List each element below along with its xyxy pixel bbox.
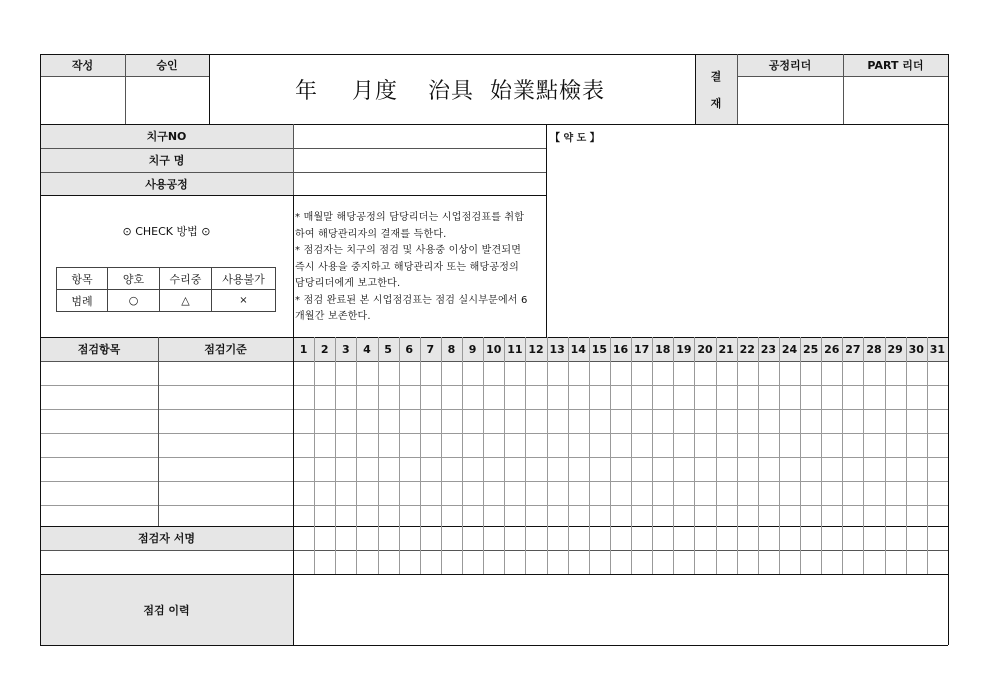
grid-line [843,54,844,124]
grid-line [885,337,886,574]
grid-line [568,337,569,574]
grid-line [589,337,590,574]
inspection-criteria-header: 점검기준 [158,337,293,361]
day-header-29: 29 [885,337,906,361]
grid-line [40,526,948,527]
written-header: 작성 [40,54,125,76]
grid-line [673,337,674,574]
day-header-24: 24 [779,337,800,361]
grid-line [652,337,653,574]
day-header-7: 7 [420,337,441,361]
grid-line [40,361,948,362]
grid-line [631,337,632,574]
legend-repair-symbol: △ [160,290,212,312]
legend-header-item: 항목 [57,268,108,290]
grid-line [737,337,738,574]
grid-line [800,337,801,574]
grid-line [546,124,547,337]
day-header-12: 12 [525,337,546,361]
grid-line [125,54,126,124]
grid-line [504,337,505,574]
day-header-16: 16 [610,337,631,361]
day-header-20: 20 [694,337,715,361]
grid-line [462,337,463,574]
legend-symbol-row [57,290,276,312]
note-line: 담당리더에게 보고한다. [295,278,401,289]
inspection-history-label: 점검 이력 [40,574,293,645]
day-header-1: 1 [293,337,314,361]
day-header-28: 28 [863,337,884,361]
grid-line [209,54,210,124]
grid-line [40,337,948,338]
grid-line [779,337,780,574]
day-header-3: 3 [335,337,356,361]
grid-line [378,337,379,574]
grid-line [716,337,717,574]
grid-line [335,337,336,574]
day-header-31: 31 [927,337,948,361]
grid-line [40,433,948,434]
day-header-26: 26 [821,337,842,361]
approved-sign-box[interactable] [125,76,209,124]
check-method-title: ⊙ CHECK 방법 ⊙ [122,225,211,238]
grid-line [948,54,949,645]
grid-line [40,645,948,646]
inspector-signature-blank[interactable] [40,550,293,574]
jig-no-label: 치구NO [40,124,293,148]
day-header-8: 8 [441,337,462,361]
grid-line [842,337,843,574]
grid-line [40,481,948,482]
day-header-18: 18 [652,337,673,361]
inspector-signature-label: 점검자 서명 [40,526,293,550]
note-line: * 점검 완료된 본 시업점검표는 점검 실시부문에서 6 [295,294,528,306]
instructions-notes [295,210,547,326]
note-line: 개월간 보존한다. [295,311,371,322]
grid-line [399,337,400,574]
process-leader-header: 공정리더 [737,54,843,76]
grid-line [906,337,907,574]
title-year: 年 [295,78,319,104]
grid-line [40,409,948,410]
grid-line [483,337,484,574]
day-header-5: 5 [378,337,399,361]
part-leader-sign-box[interactable] [843,76,948,124]
day-header-23: 23 [758,337,779,361]
grid-line [821,337,822,574]
grid-line [293,124,294,195]
note-line: * 점검자는 치구의 점검 및 사용중 이상이 발견되면 [295,245,522,256]
grid-line [40,550,948,551]
grid-line [525,337,526,574]
grid-line [863,337,864,574]
process-leader-sign-box[interactable] [737,76,843,124]
grid-line [547,337,548,574]
grid-line [40,124,948,125]
day-header-30: 30 [906,337,927,361]
process-label: 사용공정 [40,172,293,195]
grid-line [441,337,442,574]
inspection-item-header: 점검항목 [40,337,158,361]
grid-line [40,574,948,575]
grid-line [40,457,948,458]
day-header-6: 6 [399,337,420,361]
written-sign-box[interactable] [40,76,125,124]
grid-line [737,54,738,124]
legend-table [56,267,276,312]
day-header-10: 10 [483,337,504,361]
grid-line [158,337,159,526]
grid-line [40,54,948,55]
jig-name-field[interactable] [293,148,546,172]
grid-line [314,337,315,574]
note-line: 즉시 사용을 중지하고 해당관리자 또는 해당공정의 [295,261,519,273]
day-header-15: 15 [589,337,610,361]
grid-line [40,505,948,506]
page-title [295,74,605,104]
approval-vertical-label [695,54,737,124]
part-leader-header: PART 리더 [843,54,948,76]
legend-header-repair: 수리중 [160,268,212,290]
approved-header: 승인 [125,54,209,76]
day-header-27: 27 [842,337,863,361]
inspection-history-field[interactable] [293,574,948,645]
grid-line [293,574,294,645]
title-main: 治具 始業點檢表 [428,78,606,104]
process-field[interactable] [293,172,546,195]
legend-unusable-symbol: × [212,290,276,312]
grid-line [610,337,611,574]
approval-char-2: 재 [710,96,722,110]
grid-line [40,54,41,645]
day-header-4: 4 [356,337,377,361]
grid-line [356,337,357,574]
day-header-19: 19 [673,337,694,361]
jig-name-label: 치구 명 [40,148,293,172]
sketch-label: 【 약 도 】 [550,133,600,144]
legend-good-symbol: ○ [108,290,160,312]
grid-line [40,385,948,386]
grid-line [927,337,928,574]
jig-no-field[interactable] [293,124,546,148]
day-header-11: 11 [504,337,525,361]
note-line: * 매월말 해당공정의 담당리더는 시업점검표를 취합 [295,212,525,223]
day-header-21: 21 [716,337,737,361]
day-header-22: 22 [737,337,758,361]
day-header-25: 25 [800,337,821,361]
day-header-17: 17 [631,337,652,361]
legend-header-row [57,268,276,290]
day-header-14: 14 [568,337,589,361]
approval-char-1: 결 [710,69,722,83]
grid-line [420,337,421,574]
note-line: 하여 해당관리자의 결재를 득한다. [295,228,447,240]
legend-row-label: 범례 [57,290,108,312]
legend-header-good: 양호 [108,268,160,290]
day-header-13: 13 [547,337,568,361]
grid-line [695,54,696,124]
grid-line [293,195,294,337]
title-month: 月度 [352,78,399,104]
day-header-2: 2 [314,337,335,361]
sketch-area[interactable] [546,146,948,337]
day-header-9: 9 [462,337,483,361]
legend-header-unusable: 사용불가 [212,268,276,290]
grid-line [694,337,695,574]
grid-line [758,337,759,574]
grid-line [293,337,294,574]
